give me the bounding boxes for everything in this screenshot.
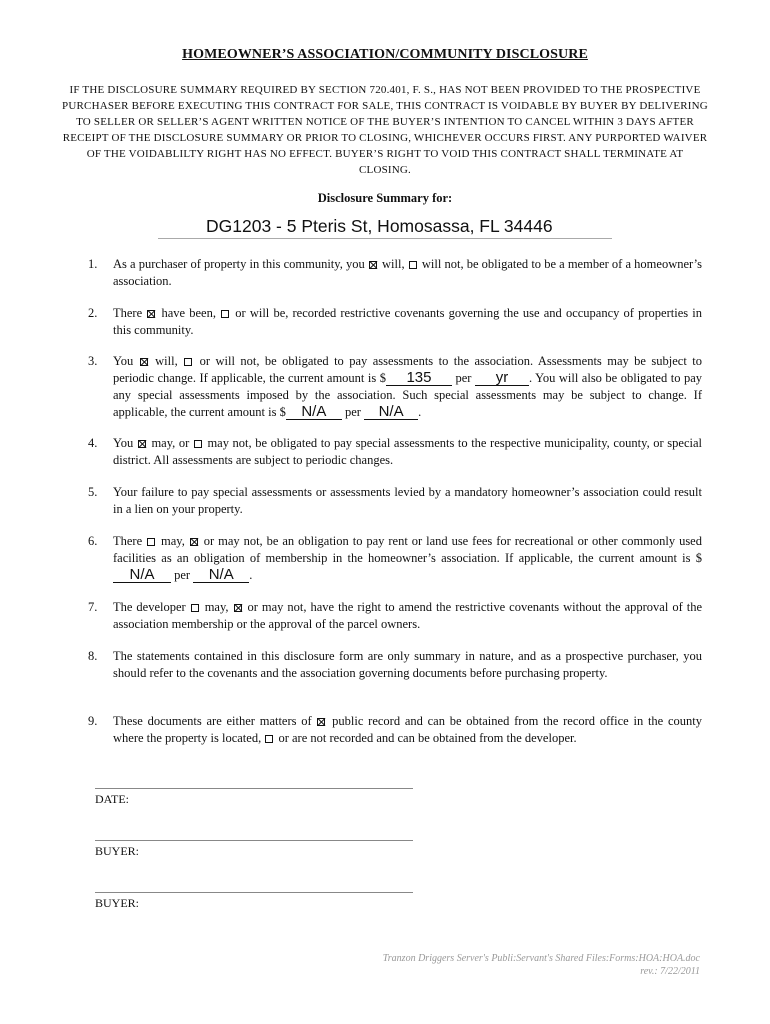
buyer-1-label: BUYER: xyxy=(95,844,140,858)
checkbox-may-not-rent[interactable] xyxy=(190,538,198,546)
disclosure-item-5: 5. Your failure to pay special assessments or assessments levied by a mandatory homeowner’s association could result in a lien on your property. xyxy=(88,485,702,516)
assessment-period-field[interactable]: yr xyxy=(475,371,529,386)
disclosure-item-3: 3. You will, or will not, be obligated to pay assessments to the association. Assessments may be subject to periodic change. If applicable, the current amount is $ 135 per yr . You will also be obligated to pay any special assessments imposed by the association. Such special assessments may be subject to change. If applicable, the current amount is $ N/A per N/A . xyxy=(88,354,702,420)
disclosure-item-6: 6. There may, or may not, be an obligation to pay rent or land use fees for recreational or other commonly used facilities as an obligation of membership in the homeowner’s association. If applicable, the current amount is $N/A per N/A . xyxy=(88,534,702,583)
disclosure-item-2: 2. There have been, or will be, recorded restrictive covenants governing the use and occupancy of properties in this community. xyxy=(88,306,702,337)
summary-label: Disclosure Summary for: xyxy=(317,191,453,205)
checkbox-will-be[interactable] xyxy=(221,310,229,318)
special-assessment-amount-field[interactable]: N/A xyxy=(286,405,342,420)
disclosure-item-4: 4. You may, or may not, be obligated to pay special assessments to the respective municipality, county, or special district. All assessments are subject to periodic changes. xyxy=(88,436,702,467)
checkbox-developer-may[interactable] xyxy=(191,604,199,612)
checkbox-will-pay-assessments[interactable] xyxy=(140,358,148,366)
property-address-field[interactable]: DG1203 - 5 Pteris St, Homosassa, FL 34446 xyxy=(158,214,612,239)
disclosure-item-9: 9. These documents are either matters of public record and can be obtained from the record office in the county where the property is located, or are not recorded and can be obtained from the developer. xyxy=(88,714,702,745)
checkbox-will-not-pay-assessments[interactable] xyxy=(184,358,192,366)
rent-amount-field[interactable]: N/A xyxy=(113,568,171,583)
date-signature-line[interactable] xyxy=(95,788,413,789)
disclosure-item-8: 8. The statements contained in this disclosure form are only summary in nature, and as a prospective purchaser, you should refer to the covenants and the association governing documents before purchasing property. xyxy=(88,649,702,680)
assessment-amount-field[interactable]: 135 xyxy=(386,371,452,386)
voidability-notice: IF THE DISCLOSURE SUMMARY REQUIRED BY SECTION 720.401, F. S., HAS NOT BEEN PROVIDED TO THE PROSPECTIVE PURCHASER BEFORE EXECUTING THIS CONTRACT FOR SALE, THIS CONTRACT IS VOIDABLE BY BUYER BY DELIVERING TO SELLER OR SELLER’S AGENT WRITTEN NOTICE OF THE BUYER’S INTENTION TO CANCEL WITHIN 3 DAYS AFTER RECEIPT OF THE DISCLOSURE SUMMARY OR PRIOR TO CLOSING, WHICHEVER OCCURS FIRST. ANY PURPORTED WAIVER OF THE VOIDABLILTY RIGHT HAS NO EFFECT. BUYER’S RIGHT TO VOID THIS CONTRACT SHALL TERMINATE AT CLOSING. xyxy=(62,84,708,176)
checkbox-have-been[interactable] xyxy=(147,310,155,318)
buyer-1-signature-line[interactable] xyxy=(95,840,413,841)
checkbox-not-recorded[interactable] xyxy=(265,735,273,743)
file-path: Tranzon Driggers Server's Publi:Servant's Shared Files:Forms:HOA:HOA.doc xyxy=(382,953,700,964)
checkbox-will-not-member[interactable] xyxy=(409,261,417,269)
checkbox-may-not-special[interactable] xyxy=(194,440,202,448)
special-assessment-period-field[interactable]: N/A xyxy=(364,405,418,420)
checkbox-may-rent[interactable] xyxy=(147,538,155,546)
checkbox-public-record[interactable] xyxy=(317,718,325,726)
checkbox-developer-may-not[interactable] xyxy=(234,604,242,612)
buyer-2-label: BUYER: xyxy=(95,896,140,910)
disclosure-item-7: 7. The developer may, or may not, have the right to amend the restrictive covenants without the approval of the association membership or the approval of the parcel owners. xyxy=(88,600,702,631)
checkbox-may-special[interactable] xyxy=(138,440,146,448)
rent-period-field[interactable]: N/A xyxy=(193,568,249,583)
buyer-2-signature-line[interactable] xyxy=(95,892,413,893)
revision-date: rev.: 7/22/2011 xyxy=(640,966,700,977)
checkbox-will-member[interactable] xyxy=(369,261,377,269)
document-title: HOMEOWNER’S ASSOCIATION/COMMUNITY DISCLOSURE xyxy=(182,47,588,62)
document-footer xyxy=(383,952,700,978)
date-label: DATE: xyxy=(95,792,129,806)
disclosure-item-1: 1. As a purchaser of property in this community, you will, will not, be obligated to be a member of a homeowner’s association. xyxy=(88,257,702,288)
